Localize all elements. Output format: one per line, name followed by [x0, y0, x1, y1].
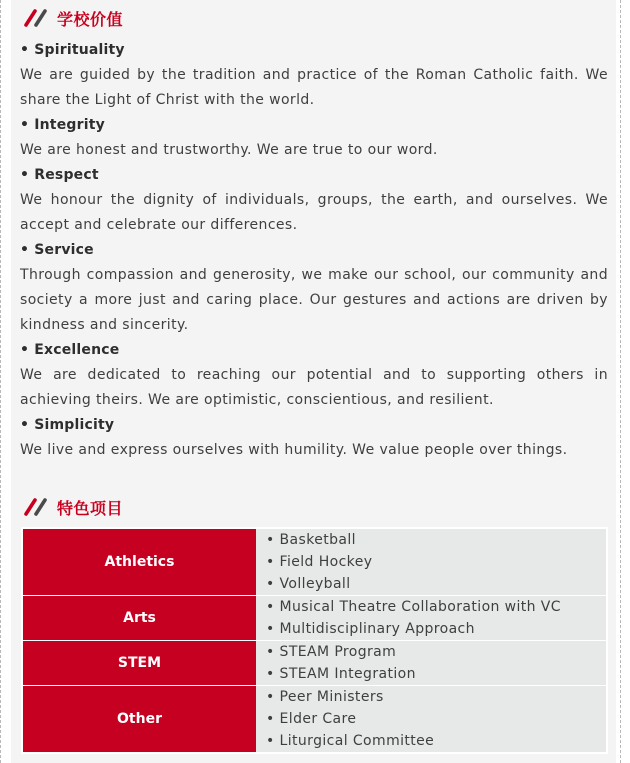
values-section-title: 学校价值 [57, 9, 124, 29]
value-description: Through compassion and generosity, we make our school, our community and society a more just and caring place. Our gestures and actions are driven by kindness and sincerity. [20, 267, 608, 333]
content-panel [11, 0, 616, 763]
table-row [23, 596, 606, 641]
list-item: • STEAM Integration [266, 666, 416, 682]
value-item-respect [20, 163, 608, 238]
value-title: • Service [20, 242, 94, 258]
items-cell [256, 641, 606, 686]
double-slash-icon [23, 8, 49, 28]
programs-section-title: 特色项目 [57, 498, 124, 518]
value-item-simplicity [20, 413, 608, 463]
values-section-header [23, 7, 123, 29]
programs-table [21, 527, 608, 754]
value-description: We live and express ourselves with humility. We value people over things. [20, 442, 568, 458]
value-title: • Integrity [20, 117, 105, 133]
items-cell [256, 686, 606, 753]
value-title: • Respect [20, 167, 99, 183]
list-item: • Elder Care [266, 711, 357, 727]
value-description: We are dedicated to reaching our potential and to supporting others in achieving theirs. We are optimistic, conscientious, and resilient. [20, 367, 608, 408]
value-title: • Simplicity [20, 417, 115, 433]
value-description: We are honest and trustworthy. We are true to our word. [20, 142, 438, 158]
table-row [23, 529, 606, 596]
programs-section-header [23, 496, 123, 518]
value-title: • Excellence [20, 342, 120, 358]
double-slash-icon [23, 497, 49, 517]
page-border-right [620, 0, 621, 763]
list-item: • Volleyball [266, 576, 351, 592]
value-item-excellence [20, 338, 608, 413]
list-item: • Basketball [266, 532, 356, 548]
category-cell: Other [23, 686, 256, 753]
list-item: • Field Hockey [266, 554, 373, 570]
list-item: • Multidisciplinary Approach [266, 621, 475, 637]
value-item-spirituality [20, 38, 608, 113]
value-description: We honour the dignity of individuals, groups, the earth, and ourselves. We accept and celebrate our differences. [20, 192, 608, 233]
table-row [23, 686, 606, 753]
items-cell [256, 529, 606, 596]
value-item-integrity [20, 113, 608, 163]
table-row [23, 641, 606, 686]
value-description: We are guided by the tradition and practice of the Roman Catholic faith. We share the Light of Christ with the world. [20, 67, 608, 108]
value-item-service [20, 238, 608, 338]
category-cell: Athletics [23, 529, 256, 596]
values-list [20, 38, 608, 463]
category-cell: Arts [23, 596, 256, 641]
list-item: • Liturgical Committee [266, 733, 435, 749]
list-item: • Peer Ministers [266, 689, 384, 705]
value-title: • Spirituality [20, 42, 125, 58]
page-border-left [0, 0, 1, 763]
list-item: • STEAM Program [266, 644, 397, 660]
category-cell: STEM [23, 641, 256, 686]
list-item: • Musical Theatre Collaboration with VC [266, 599, 561, 615]
items-cell [256, 596, 606, 641]
